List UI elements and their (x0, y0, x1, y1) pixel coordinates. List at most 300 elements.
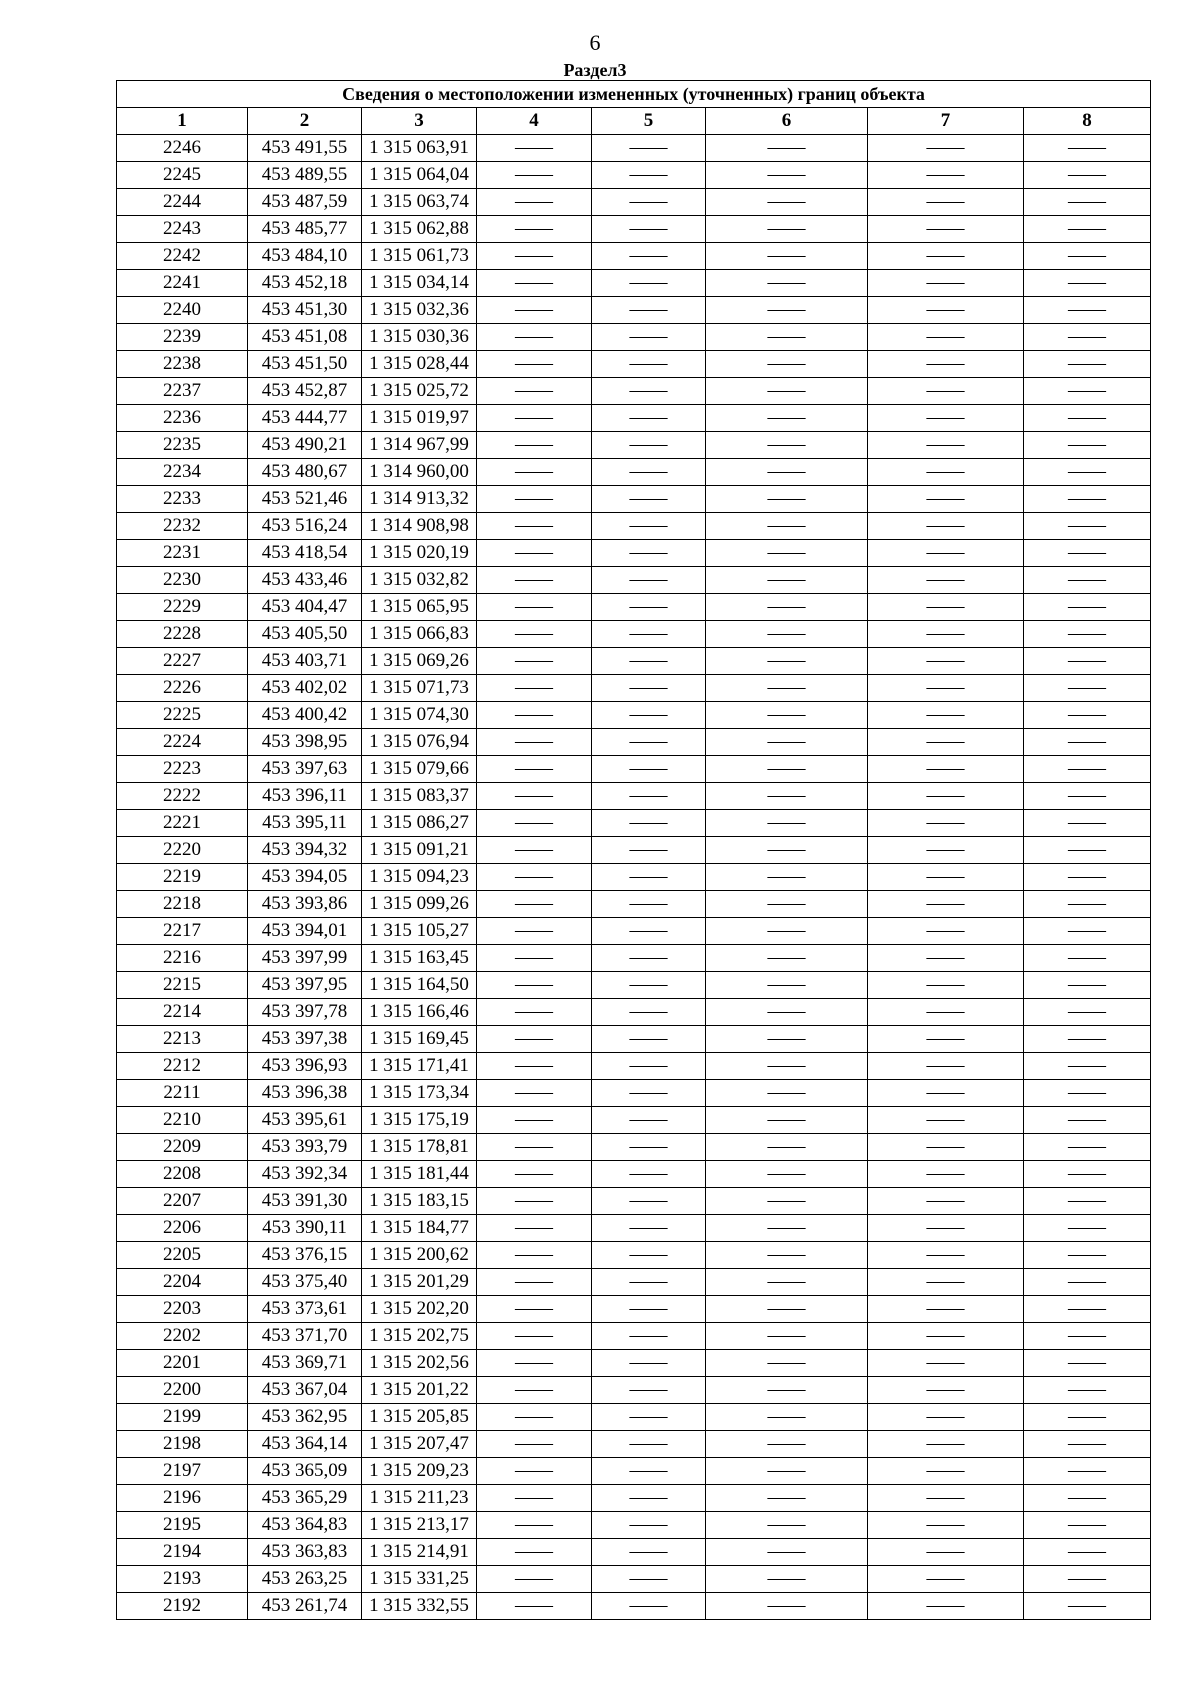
empty-value-cell: —— (1024, 1431, 1151, 1458)
empty-value-cell: —— (1024, 162, 1151, 189)
table-row (117, 594, 1151, 621)
x-coordinate-cell: 453 485,77 (248, 216, 362, 243)
empty-value-cell: —— (706, 1161, 868, 1188)
empty-value-cell: —— (592, 1593, 706, 1620)
empty-value-cell: —— (592, 297, 706, 324)
table-row (117, 1161, 1151, 1188)
empty-value-cell: —— (477, 999, 592, 1026)
column-header: 6 (706, 108, 868, 135)
empty-value-cell: —— (706, 864, 868, 891)
y-coordinate-cell: 1 314 960,00 (362, 459, 477, 486)
x-coordinate-cell: 453 521,46 (248, 486, 362, 513)
empty-value-cell: —— (706, 621, 868, 648)
x-coordinate-cell: 453 400,42 (248, 702, 362, 729)
empty-value-cell: —— (868, 216, 1024, 243)
empty-value-cell: —— (868, 459, 1024, 486)
point-number-cell: 2192 (117, 1593, 248, 1620)
point-number-cell: 2235 (117, 432, 248, 459)
empty-value-cell: —— (477, 837, 592, 864)
x-coordinate-cell: 453 396,93 (248, 1053, 362, 1080)
empty-value-cell: —— (592, 1107, 706, 1134)
empty-value-cell: —— (868, 594, 1024, 621)
column-header: 3 (362, 108, 477, 135)
empty-value-cell: —— (706, 1323, 868, 1350)
x-coordinate-cell: 453 373,61 (248, 1296, 362, 1323)
x-coordinate-cell: 453 395,11 (248, 810, 362, 837)
table-row (117, 837, 1151, 864)
empty-value-cell: —— (868, 189, 1024, 216)
x-coordinate-cell: 453 393,79 (248, 1134, 362, 1161)
empty-value-cell: —— (592, 1188, 706, 1215)
empty-value-cell: —— (592, 1323, 706, 1350)
empty-value-cell: —— (868, 1026, 1024, 1053)
empty-value-cell: —— (1024, 972, 1151, 999)
empty-value-cell: —— (1024, 1134, 1151, 1161)
y-coordinate-cell: 1 315 166,46 (362, 999, 477, 1026)
y-coordinate-cell: 1 315 207,47 (362, 1431, 477, 1458)
empty-value-cell: —— (706, 1053, 868, 1080)
point-number-cell: 2217 (117, 918, 248, 945)
empty-value-cell: —— (868, 1053, 1024, 1080)
empty-value-cell: —— (706, 513, 868, 540)
empty-value-cell: —— (477, 513, 592, 540)
empty-value-cell: —— (706, 891, 868, 918)
table-row (117, 621, 1151, 648)
x-coordinate-cell: 453 397,63 (248, 756, 362, 783)
x-coordinate-cell: 453 516,24 (248, 513, 362, 540)
empty-value-cell: —— (592, 162, 706, 189)
empty-value-cell: —— (477, 864, 592, 891)
empty-value-cell: —— (706, 1026, 868, 1053)
point-number-cell: 2230 (117, 567, 248, 594)
empty-value-cell: —— (706, 459, 868, 486)
table-row (117, 324, 1151, 351)
point-number-cell: 2231 (117, 540, 248, 567)
empty-value-cell: —— (477, 324, 592, 351)
empty-value-cell: —— (1024, 1539, 1151, 1566)
point-number-cell: 2197 (117, 1458, 248, 1485)
empty-value-cell: —— (868, 1593, 1024, 1620)
x-coordinate-cell: 453 405,50 (248, 621, 362, 648)
table-row (117, 1566, 1151, 1593)
empty-value-cell: —— (706, 405, 868, 432)
empty-value-cell: —— (1024, 189, 1151, 216)
empty-value-cell: —— (706, 972, 868, 999)
empty-value-cell: —— (477, 1296, 592, 1323)
x-coordinate-cell: 453 491,55 (248, 135, 362, 162)
point-number-cell: 2220 (117, 837, 248, 864)
column-header: 2 (248, 108, 362, 135)
table-row (117, 216, 1151, 243)
table-row (117, 1593, 1151, 1620)
point-number-cell: 2227 (117, 648, 248, 675)
empty-value-cell: —— (1024, 1215, 1151, 1242)
empty-value-cell: —— (1024, 1350, 1151, 1377)
empty-value-cell: —— (477, 891, 592, 918)
empty-value-cell: —— (1024, 297, 1151, 324)
empty-value-cell: —— (868, 837, 1024, 864)
y-coordinate-cell: 1 315 332,55 (362, 1593, 477, 1620)
table-row (117, 1053, 1151, 1080)
empty-value-cell: —— (1024, 378, 1151, 405)
empty-value-cell: —— (592, 1566, 706, 1593)
y-coordinate-cell: 1 315 091,21 (362, 837, 477, 864)
y-coordinate-cell: 1 315 019,97 (362, 405, 477, 432)
point-number-cell: 2210 (117, 1107, 248, 1134)
y-coordinate-cell: 1 315 066,83 (362, 621, 477, 648)
table-row (117, 567, 1151, 594)
point-number-cell: 2206 (117, 1215, 248, 1242)
empty-value-cell: —— (477, 918, 592, 945)
column-header: 1 (117, 108, 248, 135)
empty-value-cell: —— (868, 540, 1024, 567)
empty-value-cell: —— (592, 1350, 706, 1377)
empty-value-cell: —— (592, 405, 706, 432)
table-row (117, 162, 1151, 189)
point-number-cell: 2228 (117, 621, 248, 648)
point-number-cell: 2243 (117, 216, 248, 243)
point-number-cell: 2199 (117, 1404, 248, 1431)
empty-value-cell: —— (868, 864, 1024, 891)
empty-value-cell: —— (868, 1188, 1024, 1215)
y-coordinate-cell: 1 314 908,98 (362, 513, 477, 540)
empty-value-cell: —— (868, 1485, 1024, 1512)
y-coordinate-cell: 1 315 214,91 (362, 1539, 477, 1566)
empty-value-cell: —— (706, 324, 868, 351)
empty-value-cell: —— (1024, 1242, 1151, 1269)
empty-value-cell: —— (592, 135, 706, 162)
table-row (117, 243, 1151, 270)
empty-value-cell: —— (592, 729, 706, 756)
column-header: 8 (1024, 108, 1151, 135)
empty-value-cell: —— (592, 189, 706, 216)
empty-value-cell: —— (592, 837, 706, 864)
table-row (117, 783, 1151, 810)
empty-value-cell: —— (1024, 999, 1151, 1026)
empty-value-cell: —— (477, 675, 592, 702)
y-coordinate-cell: 1 315 205,85 (362, 1404, 477, 1431)
table-row (117, 1296, 1151, 1323)
table-body (117, 135, 1151, 1620)
point-number-cell: 2224 (117, 729, 248, 756)
table-caption: Сведения о местоположении измененных (уточненных) границ объекта (117, 81, 1151, 108)
empty-value-cell: —— (706, 1593, 868, 1620)
empty-value-cell: —— (477, 162, 592, 189)
table-row (117, 1377, 1151, 1404)
y-coordinate-cell: 1 315 025,72 (362, 378, 477, 405)
empty-value-cell: —— (477, 1242, 592, 1269)
empty-value-cell: —— (1024, 540, 1151, 567)
empty-value-cell: —— (592, 810, 706, 837)
point-number-cell: 2203 (117, 1296, 248, 1323)
empty-value-cell: —— (1024, 405, 1151, 432)
empty-value-cell: —— (868, 648, 1024, 675)
empty-value-cell: —— (706, 729, 868, 756)
empty-value-cell: —— (1024, 1188, 1151, 1215)
x-coordinate-cell: 453 392,34 (248, 1161, 362, 1188)
y-coordinate-cell: 1 315 163,45 (362, 945, 477, 972)
point-number-cell: 2216 (117, 945, 248, 972)
empty-value-cell: —— (1024, 270, 1151, 297)
empty-value-cell: —— (868, 1080, 1024, 1107)
empty-value-cell: —— (592, 918, 706, 945)
x-coordinate-cell: 453 365,09 (248, 1458, 362, 1485)
y-coordinate-cell: 1 315 094,23 (362, 864, 477, 891)
empty-value-cell: —— (1024, 1377, 1151, 1404)
empty-value-cell: —— (477, 297, 592, 324)
empty-value-cell: —— (1024, 783, 1151, 810)
y-coordinate-cell: 1 315 171,41 (362, 1053, 477, 1080)
empty-value-cell: —— (477, 1350, 592, 1377)
empty-value-cell: —— (706, 378, 868, 405)
table-row (117, 432, 1151, 459)
empty-value-cell: —— (1024, 243, 1151, 270)
empty-value-cell: —— (706, 1296, 868, 1323)
empty-value-cell: —— (592, 1053, 706, 1080)
empty-value-cell: —— (592, 540, 706, 567)
point-number-cell: 2222 (117, 783, 248, 810)
y-coordinate-cell: 1 315 032,36 (362, 297, 477, 324)
empty-value-cell: —— (1024, 1323, 1151, 1350)
empty-value-cell: —— (477, 783, 592, 810)
y-coordinate-cell: 1 315 079,66 (362, 756, 477, 783)
table-row (117, 486, 1151, 513)
empty-value-cell: —— (592, 1512, 706, 1539)
empty-value-cell: —— (592, 702, 706, 729)
table-row (117, 513, 1151, 540)
empty-value-cell: —— (1024, 324, 1151, 351)
table-row (117, 405, 1151, 432)
table-row (117, 702, 1151, 729)
x-coordinate-cell: 453 363,83 (248, 1539, 362, 1566)
empty-value-cell: —— (592, 1134, 706, 1161)
empty-value-cell: —— (477, 1269, 592, 1296)
empty-value-cell: —— (868, 675, 1024, 702)
empty-value-cell: —— (868, 1377, 1024, 1404)
empty-value-cell: —— (1024, 675, 1151, 702)
table-row (117, 810, 1151, 837)
empty-value-cell: —— (1024, 729, 1151, 756)
point-number-cell: 2232 (117, 513, 248, 540)
y-coordinate-cell: 1 315 020,19 (362, 540, 477, 567)
x-coordinate-cell: 453 451,30 (248, 297, 362, 324)
x-coordinate-cell: 453 367,04 (248, 1377, 362, 1404)
empty-value-cell: —— (592, 324, 706, 351)
table-row (117, 891, 1151, 918)
empty-value-cell: —— (1024, 1458, 1151, 1485)
column-header: 5 (592, 108, 706, 135)
empty-value-cell: —— (1024, 1296, 1151, 1323)
table-row (117, 1242, 1151, 1269)
empty-value-cell: —— (477, 594, 592, 621)
empty-value-cell: —— (592, 1242, 706, 1269)
empty-value-cell: —— (477, 972, 592, 999)
empty-value-cell: —— (592, 1404, 706, 1431)
y-coordinate-cell: 1 315 201,22 (362, 1377, 477, 1404)
empty-value-cell: —— (706, 783, 868, 810)
point-number-cell: 2205 (117, 1242, 248, 1269)
point-number-cell: 2209 (117, 1134, 248, 1161)
empty-value-cell: —— (706, 1350, 868, 1377)
empty-value-cell: —— (477, 1134, 592, 1161)
table-row (117, 540, 1151, 567)
point-number-cell: 2219 (117, 864, 248, 891)
point-number-cell: 2214 (117, 999, 248, 1026)
empty-value-cell: —— (706, 351, 868, 378)
x-coordinate-cell: 453 433,46 (248, 567, 362, 594)
empty-value-cell: —— (592, 648, 706, 675)
point-number-cell: 2201 (117, 1350, 248, 1377)
y-coordinate-cell: 1 315 202,75 (362, 1323, 477, 1350)
point-number-cell: 2246 (117, 135, 248, 162)
y-coordinate-cell: 1 315 030,36 (362, 324, 477, 351)
empty-value-cell: —— (1024, 513, 1151, 540)
empty-value-cell: —— (592, 216, 706, 243)
point-number-cell: 2244 (117, 189, 248, 216)
table-row (117, 189, 1151, 216)
empty-value-cell: —— (1024, 810, 1151, 837)
point-number-cell: 2212 (117, 1053, 248, 1080)
y-coordinate-cell: 1 315 065,95 (362, 594, 477, 621)
empty-value-cell: —— (477, 540, 592, 567)
x-coordinate-cell: 453 396,38 (248, 1080, 362, 1107)
empty-value-cell: —— (868, 1404, 1024, 1431)
x-coordinate-cell: 453 418,54 (248, 540, 362, 567)
x-coordinate-cell: 453 398,95 (248, 729, 362, 756)
empty-value-cell: —— (1024, 1107, 1151, 1134)
empty-value-cell: —— (706, 1188, 868, 1215)
empty-value-cell: —— (592, 513, 706, 540)
empty-value-cell: —— (868, 1242, 1024, 1269)
table-row (117, 972, 1151, 999)
table-row (117, 1215, 1151, 1242)
empty-value-cell: —— (706, 1512, 868, 1539)
empty-value-cell: —— (868, 1107, 1024, 1134)
column-header-row (117, 108, 1151, 135)
empty-value-cell: —— (592, 1539, 706, 1566)
point-number-cell: 2226 (117, 675, 248, 702)
empty-value-cell: —— (706, 486, 868, 513)
y-coordinate-cell: 1 315 063,91 (362, 135, 477, 162)
empty-value-cell: —— (868, 1161, 1024, 1188)
empty-value-cell: —— (706, 702, 868, 729)
empty-value-cell: —— (477, 945, 592, 972)
empty-value-cell: —— (706, 1566, 868, 1593)
empty-value-cell: —— (477, 270, 592, 297)
empty-value-cell: —— (592, 567, 706, 594)
y-coordinate-cell: 1 315 211,23 (362, 1485, 477, 1512)
empty-value-cell: —— (477, 1404, 592, 1431)
point-number-cell: 2223 (117, 756, 248, 783)
point-number-cell: 2195 (117, 1512, 248, 1539)
empty-value-cell: —— (868, 1269, 1024, 1296)
empty-value-cell: —— (477, 1458, 592, 1485)
empty-value-cell: —— (1024, 432, 1151, 459)
empty-value-cell: —— (592, 270, 706, 297)
empty-value-cell: —— (1024, 567, 1151, 594)
empty-value-cell: —— (1024, 945, 1151, 972)
empty-value-cell: —— (868, 1566, 1024, 1593)
empty-value-cell: —— (868, 162, 1024, 189)
empty-value-cell: —— (477, 1431, 592, 1458)
empty-value-cell: —— (706, 648, 868, 675)
table-row (117, 1512, 1151, 1539)
table-row (117, 1134, 1151, 1161)
y-coordinate-cell: 1 315 069,26 (362, 648, 477, 675)
empty-value-cell: —— (1024, 1161, 1151, 1188)
x-coordinate-cell: 453 484,10 (248, 243, 362, 270)
empty-value-cell: —— (592, 243, 706, 270)
point-number-cell: 2233 (117, 486, 248, 513)
y-coordinate-cell: 1 314 967,99 (362, 432, 477, 459)
empty-value-cell: —— (477, 216, 592, 243)
point-number-cell: 2207 (117, 1188, 248, 1215)
empty-value-cell: —— (868, 405, 1024, 432)
empty-value-cell: —— (868, 513, 1024, 540)
empty-value-cell: —— (868, 270, 1024, 297)
empty-value-cell: —— (477, 1485, 592, 1512)
point-number-cell: 2196 (117, 1485, 248, 1512)
empty-value-cell: —— (592, 1080, 706, 1107)
point-number-cell: 2238 (117, 351, 248, 378)
empty-value-cell: —— (1024, 864, 1151, 891)
empty-value-cell: —— (477, 135, 592, 162)
empty-value-cell: —— (477, 459, 592, 486)
empty-value-cell: —— (477, 729, 592, 756)
empty-value-cell: —— (477, 243, 592, 270)
empty-value-cell: —— (592, 1026, 706, 1053)
empty-value-cell: —— (477, 567, 592, 594)
empty-value-cell: —— (868, 918, 1024, 945)
empty-value-cell: —— (592, 1377, 706, 1404)
empty-value-cell: —— (477, 1593, 592, 1620)
empty-value-cell: —— (1024, 459, 1151, 486)
x-coordinate-cell: 453 390,11 (248, 1215, 362, 1242)
empty-value-cell: —— (868, 324, 1024, 351)
empty-value-cell: —— (592, 351, 706, 378)
table-row (117, 1026, 1151, 1053)
empty-value-cell: —— (706, 756, 868, 783)
empty-value-cell: —— (1024, 216, 1151, 243)
empty-value-cell: —— (1024, 1404, 1151, 1431)
empty-value-cell: —— (1024, 1566, 1151, 1593)
point-number-cell: 2208 (117, 1161, 248, 1188)
table-row (117, 1269, 1151, 1296)
x-coordinate-cell: 453 444,77 (248, 405, 362, 432)
empty-value-cell: —— (1024, 648, 1151, 675)
point-number-cell: 2202 (117, 1323, 248, 1350)
column-header: 7 (868, 108, 1024, 135)
empty-value-cell: —— (868, 1431, 1024, 1458)
empty-value-cell: —— (1024, 621, 1151, 648)
x-coordinate-cell: 453 402,02 (248, 675, 362, 702)
empty-value-cell: —— (706, 1485, 868, 1512)
x-coordinate-cell: 453 403,71 (248, 648, 362, 675)
table-row (117, 945, 1151, 972)
y-coordinate-cell: 1 315 061,73 (362, 243, 477, 270)
point-number-cell: 2239 (117, 324, 248, 351)
point-number-cell: 2240 (117, 297, 248, 324)
empty-value-cell: —— (477, 378, 592, 405)
table-row (117, 675, 1151, 702)
y-coordinate-cell: 1 315 032,82 (362, 567, 477, 594)
point-number-cell: 2211 (117, 1080, 248, 1107)
y-coordinate-cell: 1 315 178,81 (362, 1134, 477, 1161)
empty-value-cell: —— (706, 918, 868, 945)
page-number: 6 (589, 30, 601, 55)
point-number-cell: 2218 (117, 891, 248, 918)
x-coordinate-cell: 453 362,95 (248, 1404, 362, 1431)
